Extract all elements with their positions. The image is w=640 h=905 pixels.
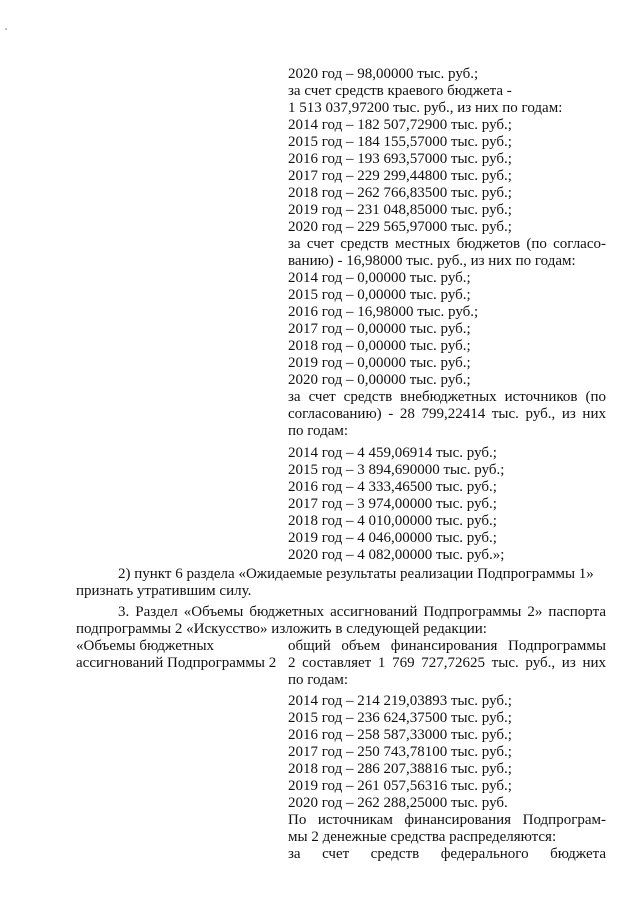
krai-budget-heading: за счет средств краевого бюджета - — [288, 83, 512, 99]
item-3-text: 3. Раздел «Объемы бюджетных ассигнований Подпрограммы 2» паспорта — [118, 604, 606, 620]
local-year-2017: 2017 год – 0,00000 тыс. руб.; — [288, 321, 471, 337]
extra-budget-heading-end: по годам: — [288, 423, 349, 439]
extra-year-2017: 2017 год – 3 974,00000 тыс. руб.; — [288, 496, 497, 512]
local-year-2015: 2015 год – 0,00000 тыс. руб.; — [288, 287, 471, 303]
extra-year-2020: 2020 год – 4 082,00000 тыс. руб.»; — [288, 547, 505, 563]
budget-label-cont: ассигнований Подпрограммы 2 — [76, 655, 277, 671]
extra-year-2016: 2016 год – 4 333,46500 тыс. руб.; — [288, 479, 497, 495]
sp2-year-2018: 2018 год – 286 207,38816 тыс. руб.; — [288, 761, 512, 777]
budget-label: «Объемы бюджетных — [76, 638, 215, 654]
item-2-text-cont: признать утратившим силу. — [76, 583, 252, 599]
sp2-year-2020: 2020 год – 262 288,25000 тыс. руб. — [288, 795, 508, 811]
extra-year-2019: 2019 год – 4 046,00000 тыс. руб.; — [288, 530, 497, 546]
extra-year-2018: 2018 год – 4 010,00000 тыс. руб.; — [288, 513, 497, 529]
krai-year-2015: 2015 год – 184 155,57000 тыс. руб.; — [288, 134, 512, 150]
sp2-year-2015: 2015 год – 236 624,37500 тыс. руб.; — [288, 710, 512, 726]
sp2-total: общий объем финансирования Подпрограммы — [288, 638, 606, 654]
item-2-text: 2) пункт 6 раздела «Ожидаемые результаты реализации Подпрограммы 1» — [118, 566, 594, 582]
extra-budget-heading: за счет средств внебюджетных источников (по — [288, 389, 606, 405]
sp2-year-2019: 2019 год – 261 057,56316 тыс. руб.; — [288, 778, 512, 794]
sp2-year-2017: 2017 год – 250 743,78100 тыс. руб.; — [288, 744, 512, 760]
local-budget-heading-cont: ванию) - 16,98000 тыс. руб., из них по годам: — [288, 253, 576, 269]
krai-year-2018: 2018 год – 262 766,83500 тыс. руб.; — [288, 185, 512, 201]
local-year-2014: 2014 год – 0,00000 тыс. руб.; — [288, 270, 471, 286]
krai-year-2014: 2014 год – 182 507,72900 тыс. руб.; — [288, 117, 512, 133]
local-year-2016: 2016 год – 16,98000 тыс. руб.; — [288, 304, 479, 320]
extra-budget-heading-cont: согласованию) - 28 799,22414 тыс. руб., из них — [288, 406, 606, 422]
krai-budget-total: 1 513 037,97200 тыс. руб., из них по годам: — [288, 100, 563, 116]
extra-year-2014: 2014 год – 4 459,06914 тыс. руб.; — [288, 445, 497, 461]
local-year-2018: 2018 год – 0,00000 тыс. руб.; — [288, 338, 471, 354]
local-year-2020: 2020 год – 0,00000 тыс. руб.; — [288, 372, 471, 388]
local-year-2019: 2019 год – 0,00000 тыс. руб.; — [288, 355, 471, 371]
sp2-federal-budget: за счет средств федерального бюджета — [288, 846, 606, 862]
krai-year-2020: 2020 год – 229 565,97000 тыс. руб.; — [288, 219, 512, 235]
sp2-year-2016: 2016 год – 258 587,33000 тыс. руб.; — [288, 727, 512, 743]
scan-speck — [5, 28, 7, 30]
krai-year-2016: 2016 год – 193 693,57000 тыс. руб.; — [288, 151, 512, 167]
sp2-year-2014: 2014 год – 214 219,03893 тыс. руб.; — [288, 693, 512, 709]
sp2-sources-cont: мы 2 денежные средства распределяются: — [288, 829, 557, 845]
sp2-sources: По источникам финансирования Подпрограм- — [288, 812, 606, 828]
year-2020-federal: 2020 год – 98,00000 тыс. руб.; — [288, 66, 479, 82]
local-budget-heading: за счет средств местных бюджетов (по согласо- — [288, 236, 606, 252]
sp2-total-end: по годам: — [288, 672, 349, 688]
item-3-text-cont: подпрограммы 2 «Искусство» изложить в следующей редакции: — [76, 621, 487, 637]
extra-year-2015: 2015 год – 3 894,690000 тыс. руб.; — [288, 462, 505, 478]
krai-year-2017: 2017 год – 229 299,44800 тыс. руб.; — [288, 168, 512, 184]
krai-year-2019: 2019 год – 231 048,85000 тыс. руб.; — [288, 202, 512, 218]
sp2-total-cont: 2 составляет 1 769 727,72625 тыс. руб., из них — [288, 655, 606, 671]
